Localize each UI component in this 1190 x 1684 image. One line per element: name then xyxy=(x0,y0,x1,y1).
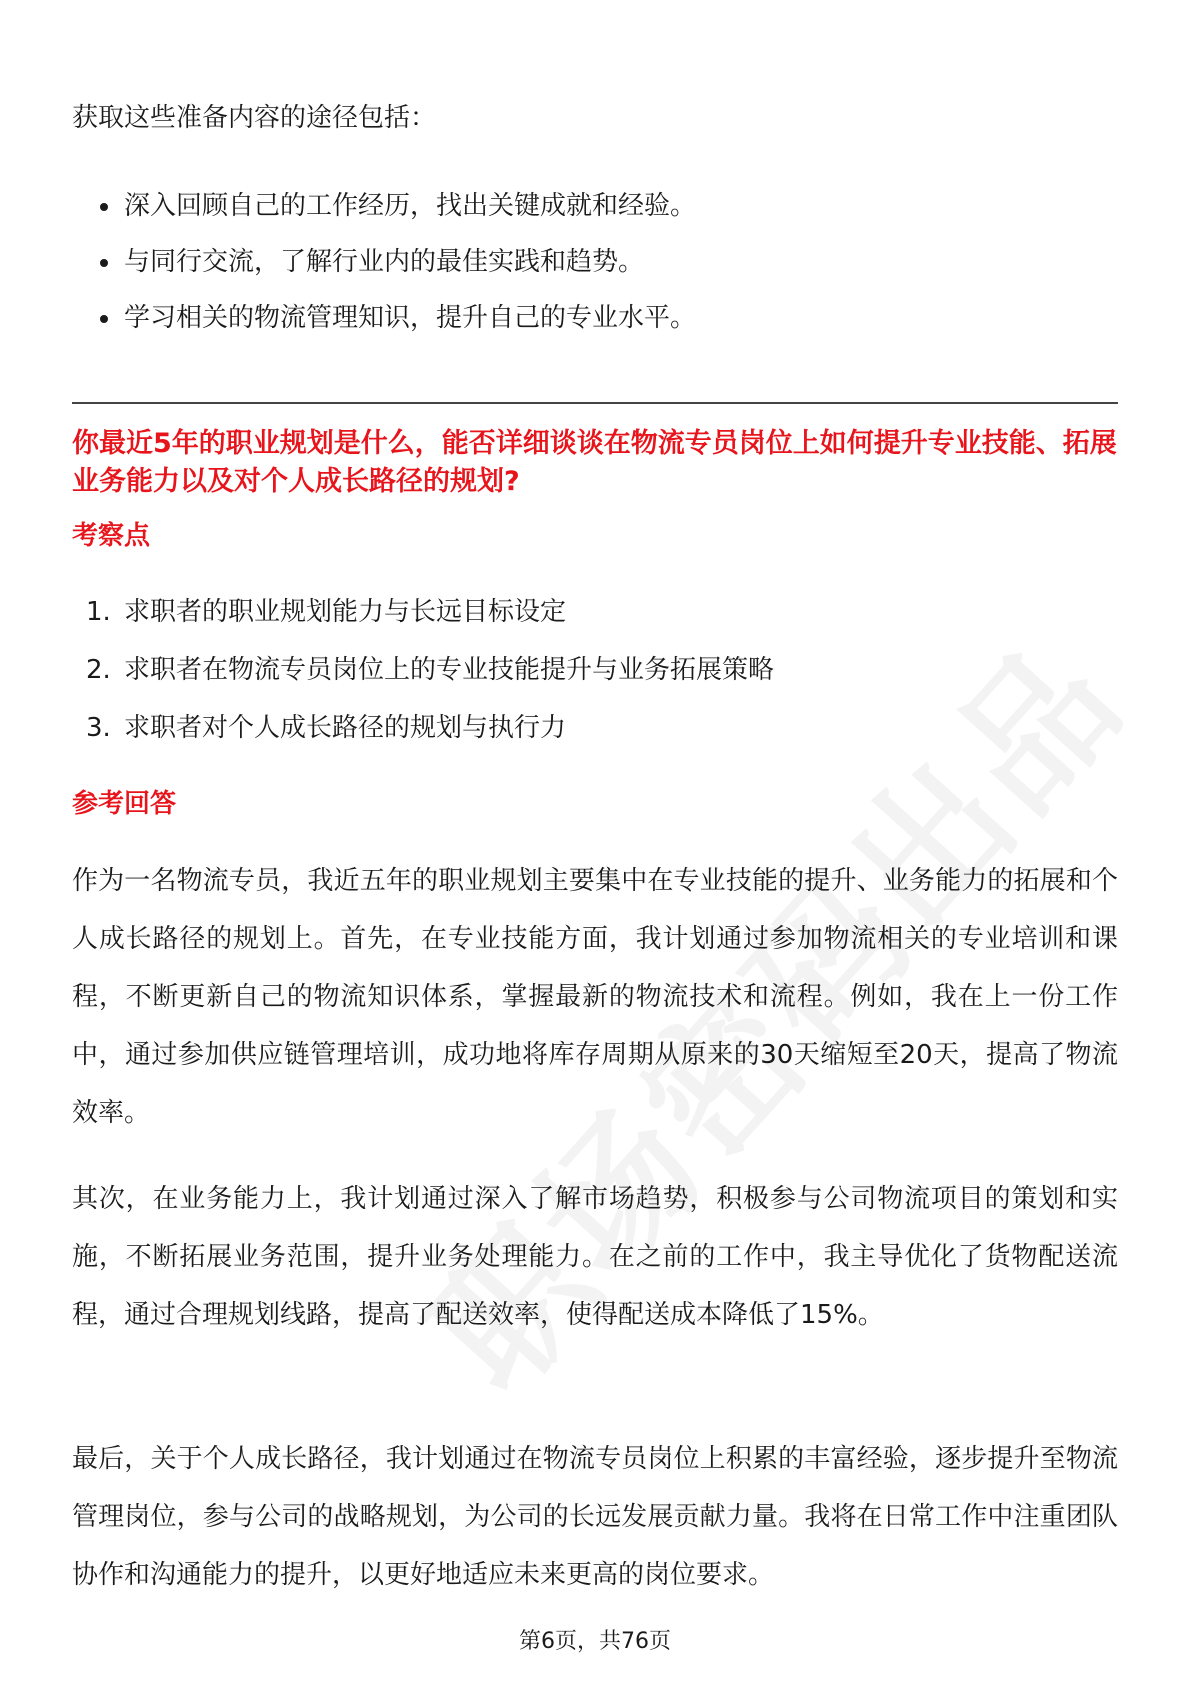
document-page xyxy=(72,0,1118,1684)
list-number: 3. xyxy=(86,713,111,743)
points-list xyxy=(72,594,1072,768)
points-heading: 考察点 xyxy=(72,521,151,551)
list-item xyxy=(72,710,1072,768)
list-item-text: 学习相关的物流管理知识，提升自己的专业水平。 xyxy=(124,303,697,333)
list-item-text: 深入回顾自己的工作经历，找出关键成就和经验。 xyxy=(124,191,697,221)
list-item xyxy=(72,300,1072,356)
list-item xyxy=(72,652,1072,710)
bullet-icon xyxy=(100,259,108,267)
bullet-list xyxy=(72,188,1072,356)
horizontal-divider xyxy=(72,402,1118,404)
answer-paragraph: 其次，在业务能力上，我计划通过深入了解市场趋势，积极参与公司物流项目的策划和实施，不断拓展业务范围，提升业务处理能力。在之前的工作中，我主导优化了货物配送流程，通过合理规划线路，提高了配送效率，使得配送成本降低了15%。 xyxy=(72,1184,1118,1330)
bullet-icon xyxy=(100,203,108,211)
answer-paragraph: 作为一名物流专员，我近五年的职业规划主要集中在专业技能的提升、业务能力的拓展和个人成长路径的规划上。首先，在专业技能方面，我计划通过参加物流相关的专业培训和课程，不断更新自己的物流知识体系，掌握最新的物流技术和流程。例如，我在上一份工作中，通过参加供应链管理培训，成功地将库存周期从原来的30天缩短至20天，提高了物流效率。 xyxy=(72,866,1118,1128)
answer-paragraph: 最后，关于个人成长路径，我计划通过在物流专员岗位上积累的丰富经验，逐步提升至物流管理岗位，参与公司的战略规划，为公司的长远发展贡献力量。我将在日常工作中注重团队协作和沟通能力的提升，以更好地适应未来更高的岗位要求。 xyxy=(72,1444,1118,1590)
list-item xyxy=(72,188,1072,244)
question-heading: 你最近5年的职业规划是什么，能否详细谈谈在物流专员岗位上如何提升专业技能、拓展业务能力以及对个人成长路径的规划? xyxy=(72,428,1117,497)
bullet-icon xyxy=(100,315,108,323)
answer-heading: 参考回答 xyxy=(72,789,177,819)
list-item-text: 求职者对个人成长路径的规划与执行力 xyxy=(124,713,567,743)
list-item xyxy=(72,244,1072,300)
page-footer: 第6页，共76页 xyxy=(519,1629,671,1654)
list-number: 2. xyxy=(86,655,111,685)
list-item xyxy=(72,594,1072,652)
list-number: 1. xyxy=(86,597,111,627)
list-item-text: 求职者在物流专员岗位上的专业技能提升与业务拓展策略 xyxy=(124,655,775,685)
intro-text: 获取这些准备内容的途径包括： xyxy=(72,103,437,133)
list-item-text: 求职者的职业规划能力与长远目标设定 xyxy=(124,597,567,627)
list-item-text: 与同行交流，了解行业内的最佳实践和趋势。 xyxy=(124,247,645,277)
